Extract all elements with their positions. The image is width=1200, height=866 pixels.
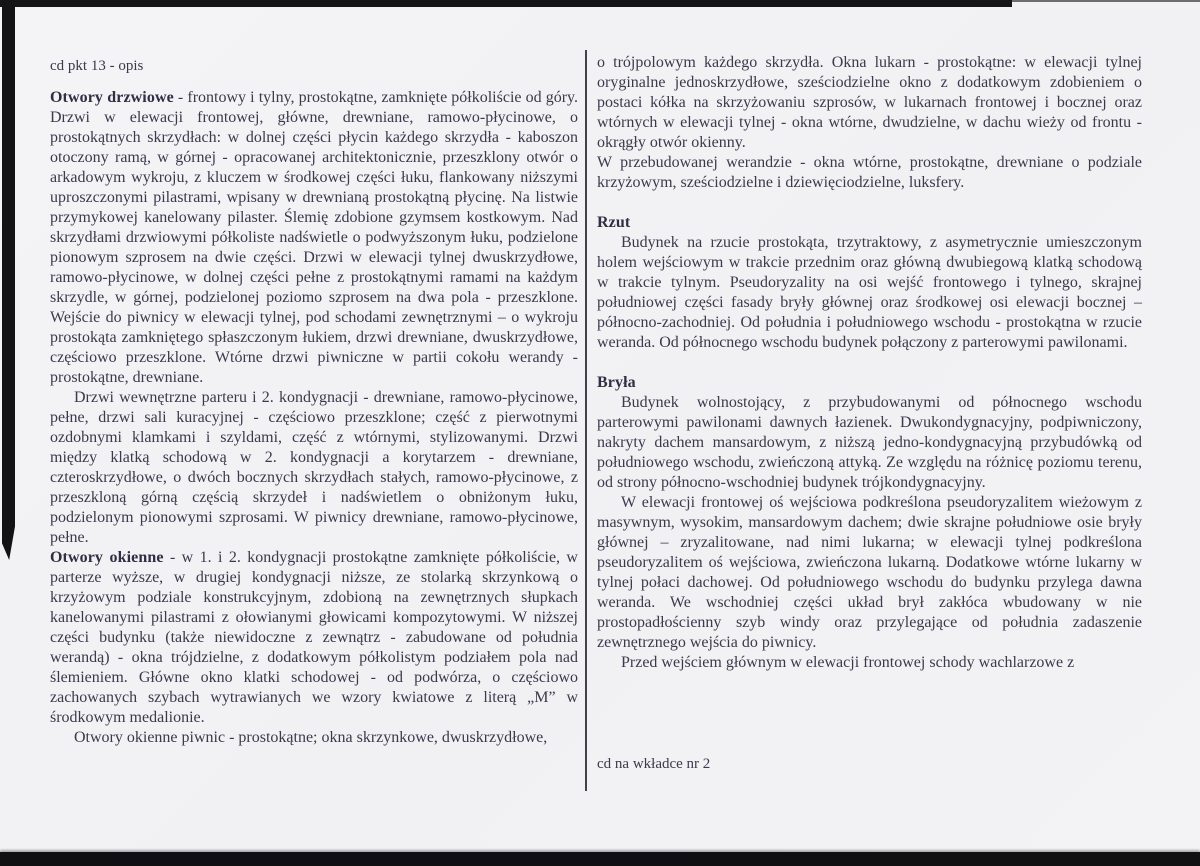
paragraph-lead: Otwory okienne [50, 549, 164, 566]
paragraph-text: o trójpolowym każdego skrzydła. Okna lukarn - prostokątne: w elewacji tylnej oryginalne jednoskrzydłowe, sześciodzielne okno z dodatkowym zdobieniem o postaci kółka na skrzyżowaniu szprosów, w lukarnach frontowej i bocznej oraz wtórnych w elewacji tylnej - okna wtórne, dwudzielne, w dachu wieży od frontu - okrągły otwór okienny. [597, 54, 1142, 151]
footer-note: cd na wkładce nr 2 [597, 756, 711, 772]
left-column [50, 88, 578, 748]
scan-edge-top [0, 0, 1012, 7]
header-note: cd pkt 13 - opis [50, 58, 144, 74]
paragraph-text: - w 1. i 2. kondygnacji prostokątne zamknięte półkoliście, w parterze wyższe, w drugiej kondygnacji niższe, ze stolarką skrzynkową o krzyżowym podziale konstrukcyjnym, zdobioną na zewnętrznych słupkach kanelowanymi pilastrami z ołowianymi głowicami kompozytowymi. W niższej części budynku (także niewidoczne z zewnątrz - zabudowane od południa werandą) - okna trójdzielne, z dodatkowym półkolistym podziałem pola nad ślemieniem. Główne okno klatki schodowej - od podwórza, o częściowo zachowanych szybach wytrawianych we wzory kwiatowe z literą „M” w środkowym medalionie. [50, 549, 578, 726]
paragraph-lead: Otwory drzwiowe [50, 89, 174, 106]
paragraph-bryla-3 [597, 653, 1142, 673]
paragraph-text: W elewacji frontowej oś wejściowa podkreślona pseudoryzalitem wieżowym z masywnym, wysokim, mansardowym dachem; dwie skrajne południowe osie bryły głównej – zryzalitowane, nad nimi lukarna; w elewacji tylnej podkreślona pseudoryzalitem oś wejściowa, zwieńczona lukarną. Dodatkowe wtórne lukarny w tylnej połaci dachowej. Od południowego wschodu do budynku przylega dawna weranda. We wschodniej części układ brył zakłóca wbudowany w nie prostopadłościenny szyb windy oraz przylegające od południa zadaszenie zewnętrznego wejścia do piwnicy. [597, 494, 1142, 651]
paragraph-text: Przed wejściem głównym w elewacji frontowej schody wachlarzowe z [621, 654, 1075, 671]
scan-edge-top-thin [1000, 0, 1200, 2]
section-heading-bryla: Bryła [597, 374, 636, 391]
paragraph-doors [50, 88, 578, 388]
paragraph-text: - frontowy i tylny, prostokątne, zamknięte półkoliście od góry. Drzwi w elewacji frontowej, główne, drewniane, ramowo-płycinowe, o prostokątnych skrzydłach: w dolnej części płycin każdego skrzydła - kaboszon otoczony ramą, w górnej - opracowanej architektonicznie, przeszklony otwór o arkadowym wykroju, z kluczem w środkowej części łuku, flankowany niższymi uproszczonymi pilastrami, wpisany w drewnianą prostokątną płycinę. Na listwie przymykowej kanelowany pilaster. Ślemię zdobione gzymsem kostkowym. Nad skrzydłami drzwiowymi półkoliste nadświetle o podwyższonym łuku, podzielone pionowym szprosem na dwie części. Drzwi w elewacji tylnej dwuskrzydłowe, ramowo-płycinowe, w dolnej części pełne z prostokątnymi ramami na każdym skrzydle, w górnej, podzielonej poziomo szprosem na dwa pola - przeszklone. Wejście do piwnicy w elewacji tylnej, pod schodami zewnętrznymi – o wykroju prostokąta zamkniętego spłaszczonym łukiem, drzwi drewniane, dwuskrzydłowe, częściowo przeszklone. Wtórne drzwi piwniczne w partii cokołu werandy - prostokątne, drewniane. [50, 89, 579, 386]
section-heading-rzut: Rzut [597, 214, 631, 231]
paragraph-text: Budynek wolnostojący, z przybudowanymi od północnego wschodu parterowymi pawilonami dawnych łazienek. Dwukondygnacyjny, podpiwniczony, nakryty dachem mansardowym, z niższą jedno-kondygnacyjną przybudówką od południowego wschodu, zwieńczoną attyką. Ze względu na różnicę poziomu terenu, od strony północno-wschodniej budynek trójkondygnacyjny. [597, 394, 1142, 491]
paragraph-bryla-1 [597, 393, 1142, 493]
paragraph-text: W przebudowanej werandzie - okna wtórne, prostokątne, drewniane o podziale krzyżowym, sześciodzielne i dziewięciodzielne, luksfery. [597, 154, 1142, 191]
paragraph-text: Budynek na rzucie prostokąta, trzytraktowy, z asymetrycznie umieszczonym holem wejściowym w trakcie przednim oraz główną dwubiegową klatką schodową w trakcie tylnym. Pseudoryzality na osi wejść frontowego i tylnego, skrajnej południowej części fasady bryły głównej oraz środkowej osi elewacji bocznej – północno-zachodniej. Od południa i południowego wschodu - prostokątna w rzucie weranda. Od północnego wschodu budynek połączony z parterowymi pawilonami. [597, 234, 1142, 351]
paragraph-veranda-windows [597, 153, 1142, 193]
paragraph-interior-doors [50, 388, 578, 548]
scan-edge-left [2, 0, 15, 560]
column-divider-line [585, 50, 587, 791]
right-column [597, 53, 1142, 673]
paragraph-text: Drzwi wewnętrzne parteru i 2. kondygnacji - drewniane, ramowo-płycinowe, pełne, drzwi sali kuracyjnej - częściowo przeszklone; część z pierwotnymi ozdobnymi klamkami i szyldami, część z wtórnymi, stylizowanymi. Drzwi między klatką schodową w 2. kondygnacji a korytarzem - drewniane, czteroskrzydłowe, o dwóch bocznych skrzydłach stałych, ramowo-płycinowe, z przeszkloną górną częścią skrzydeł i nadświetlem o obniżonym łuku, podzielonym pionowymi szprosami. W piwnicy drewniane, ramowo-płycinowe, pełne. [50, 389, 578, 546]
paragraph-bryla-2 [597, 493, 1142, 653]
paragraph-windows-continued [597, 53, 1142, 153]
paragraph-windows [50, 548, 578, 728]
scan-edge-bottom [0, 852, 1200, 866]
paragraph-basement-windows [50, 728, 578, 748]
paragraph-rzut [597, 233, 1142, 353]
paragraph-text: Otwory okienne piwnic - prostokątne; okna skrzynkowe, dwuskrzydłowe, [74, 729, 548, 746]
